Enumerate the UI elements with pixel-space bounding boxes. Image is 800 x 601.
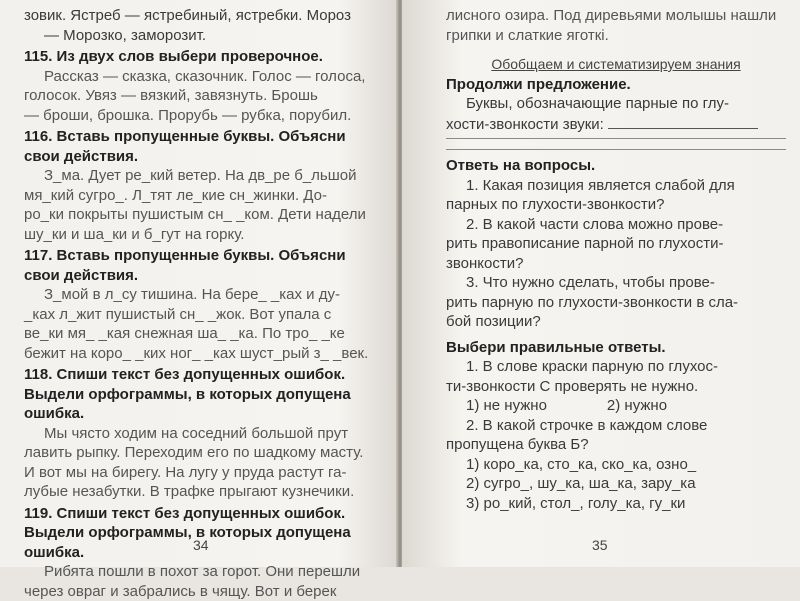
left-page-text: [24, 6, 380, 601]
task-115-title: 115. Из двух слов выбери проверочное.: [24, 47, 380, 67]
text-line: грипки и слаткие яготкі.: [446, 26, 786, 46]
text-line: Мы чясто ходим на соседний большой прут: [24, 424, 380, 444]
text-line: — броши, брошка. Прорубь — рубка, порубил.: [24, 106, 380, 126]
option[interactable]: 2) нужно: [607, 397, 667, 414]
section-caption: Обобщаем и систематизируем знания: [446, 55, 786, 75]
text-line: бежит на коро_ _ких ног_ _ках шуст_рый з_ _век.: [24, 344, 380, 364]
answer-line: [446, 138, 786, 139]
task-118-title: 118. Спиши текст без допущенных ошибок. Выдели орфограммы, в которых допущена ошибка.: [24, 365, 380, 424]
text-line: через овраг и забрались в чящу. Вот и берек: [24, 582, 380, 601]
task-119-title: 119. Спиши текст без допущенных ошибок. Выдели орфограммы, в которых допущена ошибка.: [24, 504, 380, 563]
question-line: 1. Какая позиция является слабой для: [446, 176, 786, 196]
option[interactable]: 1) коро_ка, сто_ка, ско_ка, озно_: [446, 455, 786, 475]
task-116-title: 116. Вставь пропущенные буквы. Объясни свои действия.: [24, 127, 380, 166]
left-page: [0, 0, 398, 567]
question-line: 2. В какой части слова можно прове-: [446, 215, 786, 235]
right-page-text: [446, 6, 786, 513]
page-number: 35: [592, 537, 608, 553]
option[interactable]: 1) не нужно: [466, 397, 547, 414]
text-line: Буквы, обозначающие парные по глу-: [446, 94, 786, 114]
text-line: лисного озира. Под диревьями молышы нашли: [446, 6, 786, 26]
divider: [446, 149, 786, 150]
text-line: З_мой в л_су тишина. На бере_ _ках и ду-: [24, 285, 380, 305]
text-line: лавить рыпку. Переходим его по шадкому масту.: [24, 443, 380, 463]
question-line: 2. В какой строчке в каждом слове: [446, 416, 786, 436]
text-line: Рибята пошли в похот за горот. Они перешли: [24, 562, 380, 582]
text-line: шу_ки и ша_ки и б_гут на горку.: [24, 225, 380, 245]
text-line: ро_ки покрыты пушистым сн_ _ком. Дети надели: [24, 205, 380, 225]
text-line: ве_ки мя_ _кая снежная ша_ _ка. По тро_ _ке: [24, 324, 380, 344]
question-line: 3. Что нужно сделать, чтобы прове-: [446, 273, 786, 293]
task-117-title: 117. Вставь пропущенные буквы. Объясни свои действия.: [24, 246, 380, 285]
text-line: Рассказ — сказка, сказочник. Голос — голоса,: [24, 67, 380, 87]
text-line: З_ма. Дует ре_кий ветер. На дв_ре б_льшой: [24, 166, 380, 186]
question-line: звонкости?: [446, 254, 786, 274]
question-line: парных по глухости-звонкости?: [446, 195, 786, 215]
option[interactable]: 2) сугро_, шу_ка, ша_ка, зару_ка: [446, 474, 786, 494]
text-line: хости-звонкости звуки:: [446, 114, 786, 135]
answer-blank: [608, 114, 758, 129]
option[interactable]: 3) ро_кий, стол_, голу_ка, гу_ки: [446, 494, 786, 514]
question-line: рить парную по глухости-звонкости в сла-: [446, 293, 786, 313]
question-line: ти-звонкости С проверять не нужно.: [446, 377, 786, 397]
choose-title: Выбери правильные ответы.: [446, 338, 786, 358]
text-line: _ках л_жит пушистый сн_ _жок. Вот упала с: [24, 305, 380, 325]
text-line: зовик. Ястреб — ястребиный, ястребки. Мороз: [24, 6, 380, 26]
option-row: [446, 396, 786, 416]
question-line: пропущена буква Б?: [446, 435, 786, 455]
text-line: лубые незабутки. В трафке прыгают кузнечики.: [24, 482, 380, 502]
question-line: 1. В слове краски парную по глухос-: [446, 357, 786, 377]
text-line: И вот мы на бирегу. На лугу у пруда растут га-: [24, 463, 380, 483]
question-line: рить правописание парной по глухости-: [446, 234, 786, 254]
right-page: [402, 0, 800, 567]
text-line: голосок. Увяз — вязкий, завязнуть. Брошь: [24, 86, 380, 106]
text-line: — Морозко, заморозит.: [24, 26, 380, 46]
answer-title: Ответь на вопросы.: [446, 156, 786, 176]
question-line: бой позиции?: [446, 312, 786, 332]
page-number: 34: [193, 537, 209, 553]
text-line: мя_кий сугро_. Л_тят ле_кие сн_жинки. До-: [24, 186, 380, 206]
continue-title: Продолжи предложение.: [446, 75, 786, 95]
